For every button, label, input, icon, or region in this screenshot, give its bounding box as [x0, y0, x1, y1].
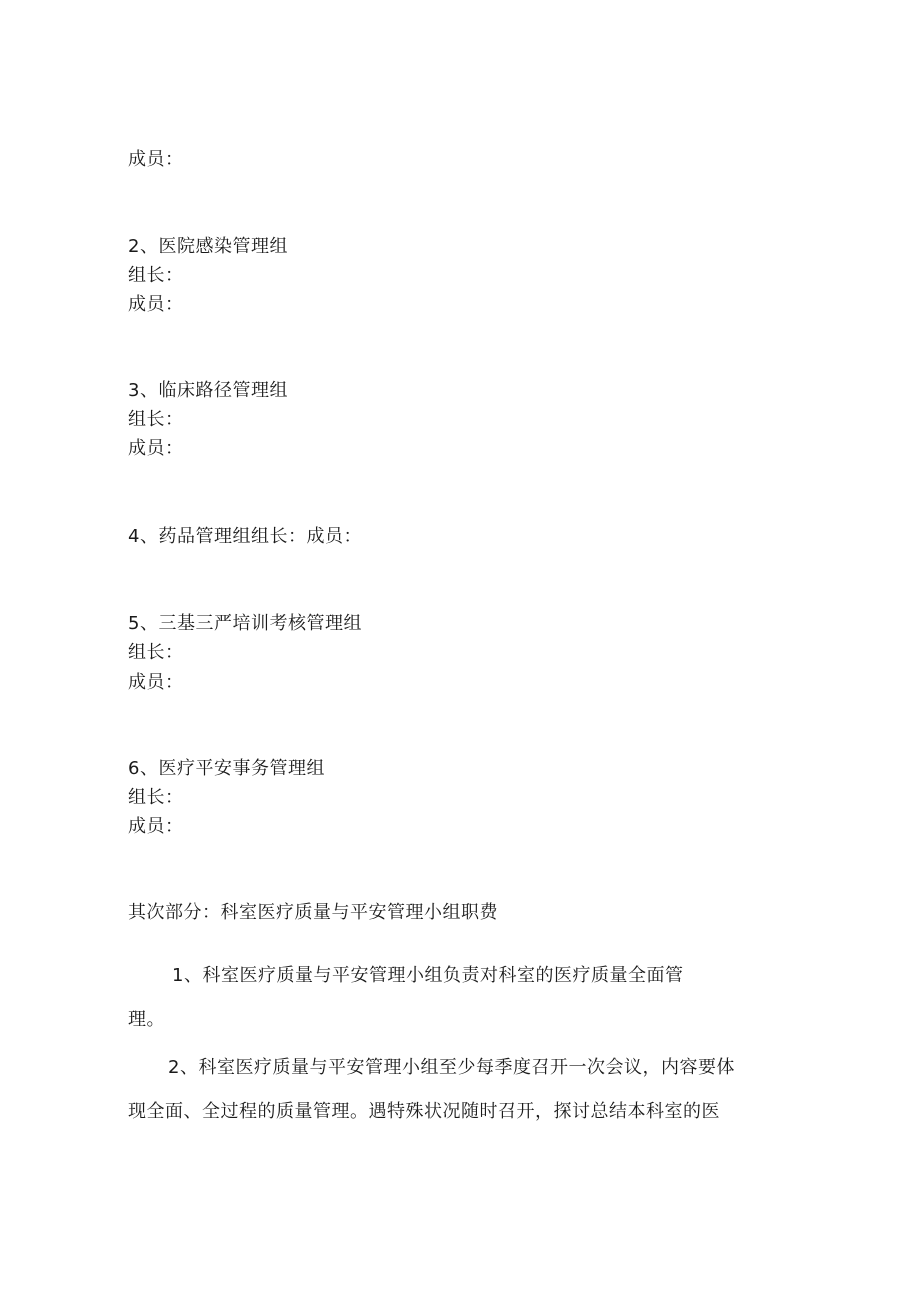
paragraph-line: 理。 [128, 1009, 165, 1030]
section-heading: 其次部分：科室医疗质量与平安管理小组职费 [128, 902, 498, 923]
paragraph-line: 现全面、全过程的质量管理。遇特殊状况随时召开，探讨总结本科室的医 [128, 1101, 720, 1122]
group-inline-line: 4、药品管理组组长：成员： [128, 526, 362, 547]
paragraph-line: 1、科室医疗质量与平安管理小组负责对科室的医疗质量全面管 [172, 965, 684, 986]
paragraph-line: 2、科室医疗质量与平安管理小组至少每季度召开一次会议，内容要体 [168, 1057, 735, 1078]
group-title: 3、临床路径管理组 [128, 380, 288, 401]
group-member-label: 成员： [128, 294, 184, 315]
group-leader-label: 组长： [128, 265, 184, 286]
group-member-label: 成员： [128, 816, 184, 837]
group-member-label: 成员： [128, 672, 184, 693]
group-member-label: 成员： [128, 438, 184, 459]
group-leader-label: 组长： [128, 642, 184, 663]
group-title: 6、医疗平安事务管理组 [128, 758, 325, 779]
top-member-label: 成员： [128, 149, 184, 170]
group-leader-label: 组长： [128, 787, 184, 808]
group-title: 5、三基三严培训考核管理组 [128, 613, 362, 634]
group-leader-label: 组长： [128, 409, 184, 430]
group-title: 2、医院感染管理组 [128, 236, 288, 257]
